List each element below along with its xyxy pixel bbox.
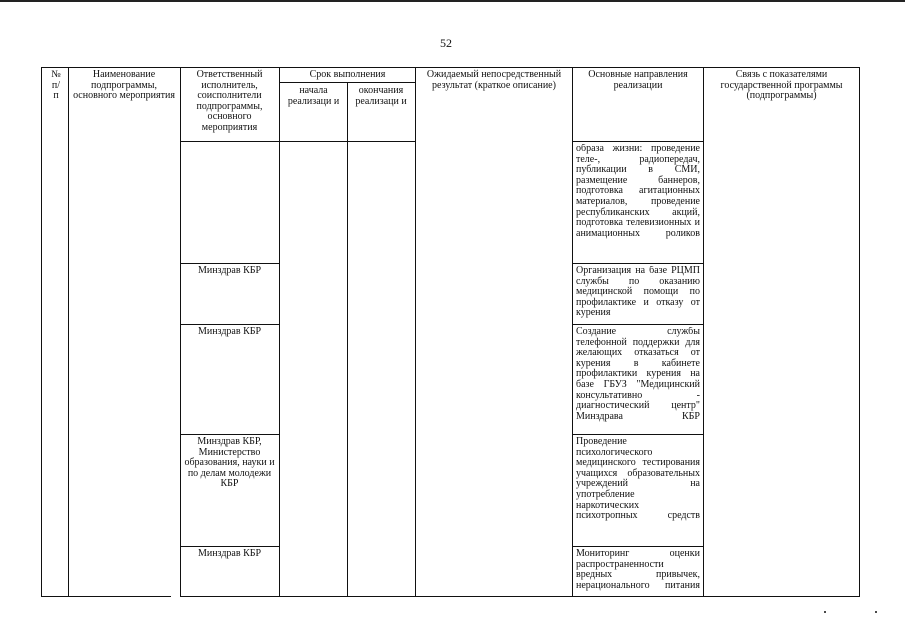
scan-speck [875,611,877,613]
header-name: Наименование подпрограммы, основного мероприятия [73,69,175,102]
header-responsible: Ответственный исполнитель, соисполнители подпрограммы, основного мероприятия [196,69,263,133]
row-responsible: Минздрав КБР [197,548,262,559]
row-direction: образа жизни: проведение теле-, радиопередач, публикации в СМИ, размещение баннеров, подготовка агитационных материалов, проведение республиканских акций, подготовка телевизионных и анимационных роликов [576,144,700,239]
row-direction: Мониторинг оценки распространенности вредных привычек, нерационального питания [576,549,700,591]
header-link: Связь с показателями государственной программы (подпрограммы) [720,69,843,102]
scan-speck [824,611,826,613]
header-term: Срок выполнения [309,69,386,80]
row-direction: Создание службы телефонной поддержки для желающих отказаться от курения в кабинете профилактики курения на базе ГБУЗ "Медицинский консультативно - диагностический центр" Минздрава КБР [576,327,700,422]
header-result: Ожидаемый непосредственный результат (краткое описание) [426,69,562,91]
header-number: № п/ п [51,69,61,102]
header-end: окончания реализаци и [355,85,407,107]
page-number: 52 [440,36,452,50]
row-responsible: Минздрав КБР [197,265,262,276]
header-directions: Основные направления реализации [588,69,688,91]
row-direction: Организация на базе РЦМП службы по оказанию медицинской помощи по профилактике и отказу от курения [576,266,700,319]
row-responsible: Минздрав КБР, Министерство образования, науки и по делам молодежи КБР [184,436,275,490]
program-table [41,67,860,597]
header-start: начала реализаци и [287,85,340,107]
row-responsible: Минздрав КБР [197,326,262,337]
top-border-line [0,0,905,2]
row-direction: Проведение психологического медицинского тестирования учащихся образовательных учреждений на употребление наркотических психотропных средств [576,437,700,522]
